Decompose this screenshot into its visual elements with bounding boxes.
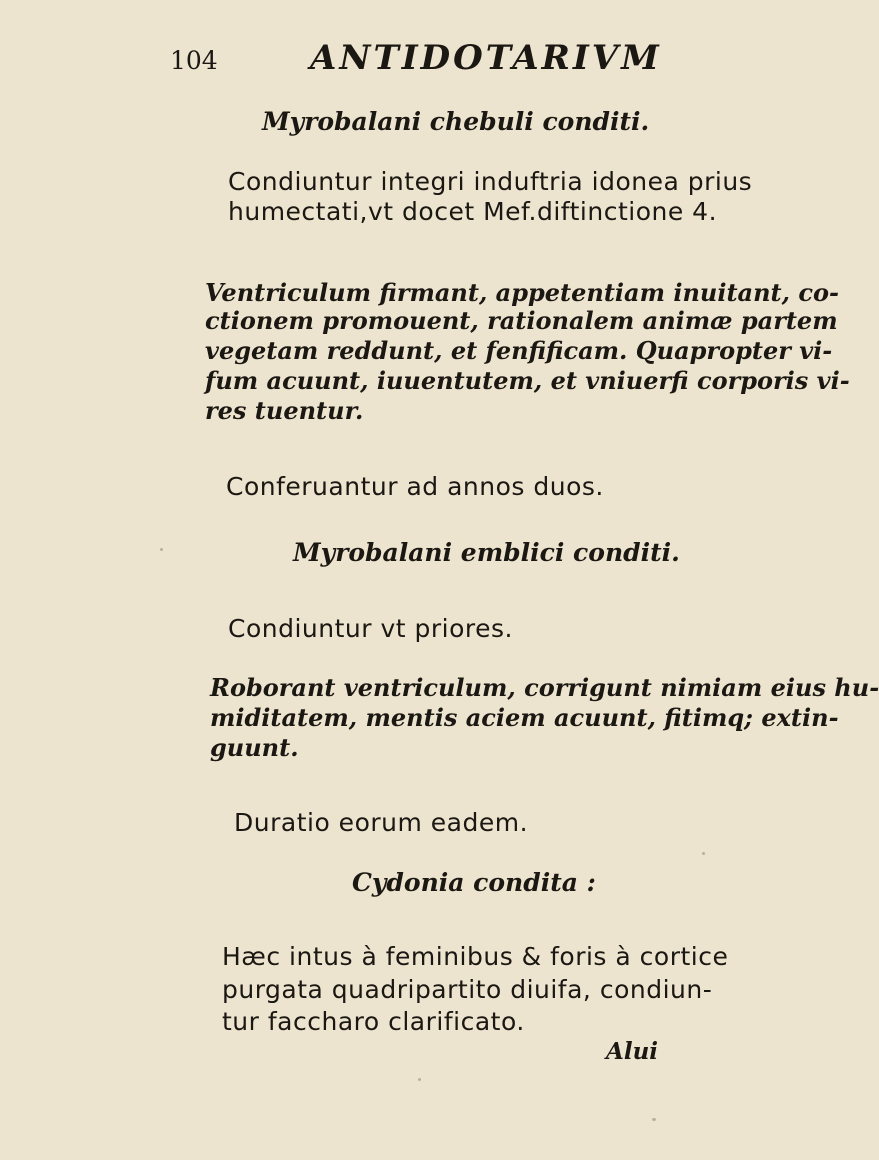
virtue-line: miditatem, mentis aciem acuunt, fitimq; extin- bbox=[210, 703, 839, 732]
prep-line: humectati,vt docet Mef.diftinctione 4. bbox=[228, 197, 718, 226]
virtue-line: Roborant ventriculum, corrigunt nimiam eius hu- bbox=[210, 673, 879, 702]
virtue-line: res tuentur. bbox=[205, 396, 364, 425]
section-heading-chebuli: Myrobalani chebuli conditi. bbox=[262, 107, 650, 136]
paper-speck bbox=[418, 1078, 421, 1081]
running-title: ANTIDOTARIVM bbox=[310, 38, 662, 78]
section-heading-emblici: Myrobalani emblici conditi. bbox=[293, 538, 680, 567]
section-heading-cydonia: Cydonia condita : bbox=[352, 868, 596, 897]
page-number: 104 bbox=[170, 46, 218, 75]
paper-speck bbox=[702, 852, 705, 855]
paper-speck bbox=[652, 1118, 656, 1121]
duration-line: Duratio eorum eadem. bbox=[234, 808, 529, 837]
virtue-line: Ventriculum firmant, appetentiam inuitant, co- bbox=[205, 278, 839, 307]
virtue-line: guunt. bbox=[210, 733, 299, 762]
virtue-line: fum acuunt, iuuentutem, et vniuerfi corporis vi- bbox=[205, 366, 850, 395]
prep-line: purgata quadripartito diuifa, condiun- bbox=[222, 975, 713, 1004]
prep-line: Hæc intus à feminibus & foris à cortice bbox=[222, 942, 729, 971]
paper-speck bbox=[160, 548, 163, 551]
virtue-line: vegetam reddunt, et fenfificam. Quapropter vi- bbox=[205, 336, 833, 365]
virtue-line: ctionem promouent, rationalem animæ partem bbox=[205, 306, 838, 335]
prep-line: Condiuntur integri induftria idonea prius bbox=[228, 167, 753, 196]
duration-line: Conferuantur ad annos duos. bbox=[226, 472, 604, 501]
prep-line: Condiuntur vt priores. bbox=[228, 614, 513, 643]
catchword: Alui bbox=[606, 1038, 659, 1065]
prep-line: tur faccharo clarificato. bbox=[222, 1007, 525, 1036]
page-header bbox=[170, 38, 662, 86]
